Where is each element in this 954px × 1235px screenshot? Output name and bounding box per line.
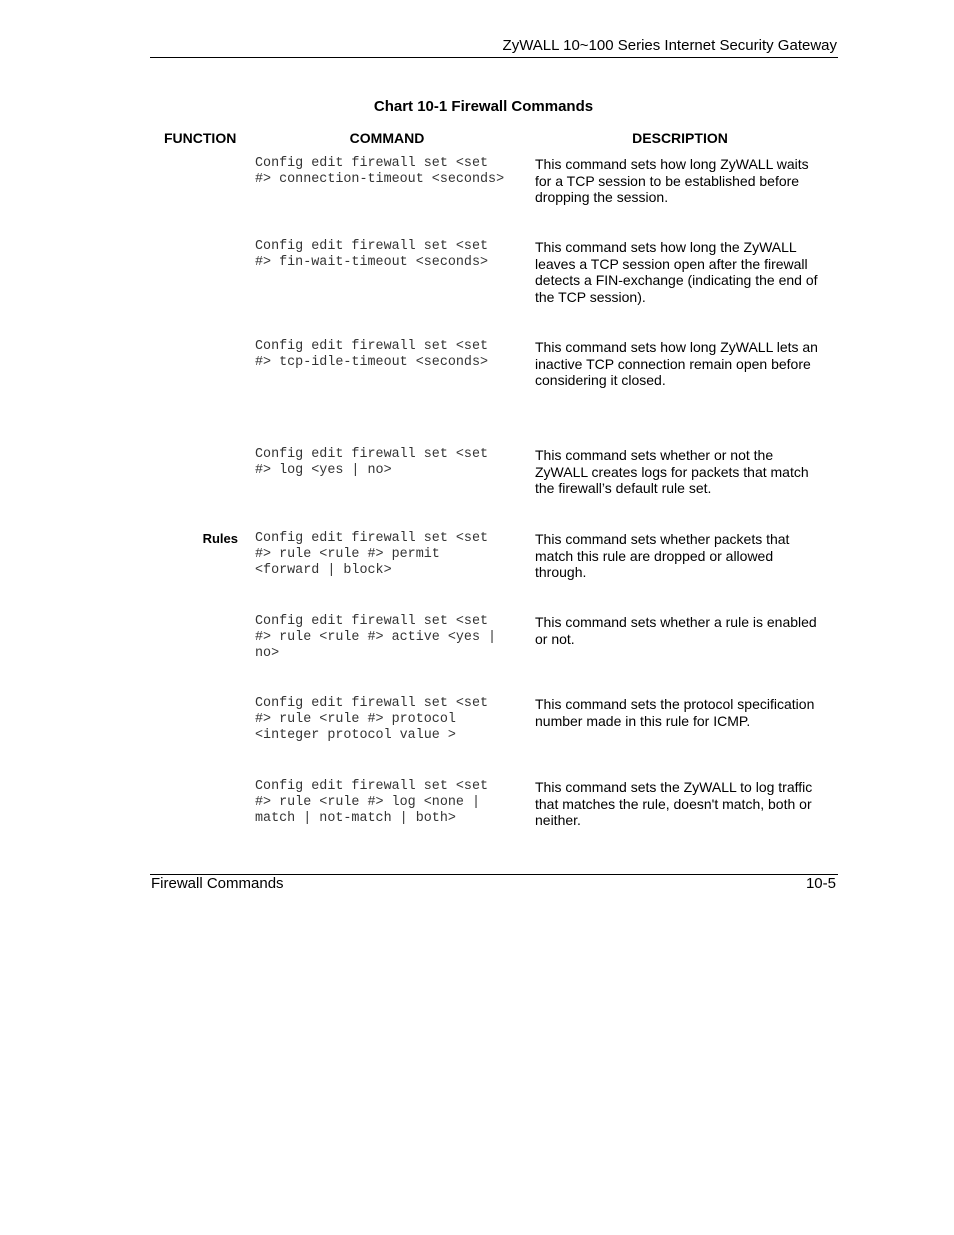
description-cell: This command sets how long ZyWALL lets an inactive TCP connection remain open before considering it closed.	[535, 339, 818, 388]
chart-caption: Chart 10-1 Firewall Commands	[373, 98, 594, 115]
command-cell: Config edit firewall set <set #> rule <rule #> active <yes | no>	[255, 614, 497, 661]
function-cell-rules: Rules	[202, 531, 238, 546]
command-cell: Config edit firewall set <set #> fin-wait-timeout <seconds>	[255, 239, 489, 270]
header-rule	[150, 57, 838, 58]
description-cell: This command sets the protocol specification number made in this rule for ICMP.	[535, 696, 815, 729]
page-header-title: ZyWALL 10~100 Series Internet Security Gateway	[502, 37, 837, 54]
description-cell: This command sets whether packets that match this rule are dropped or allowed through.	[535, 531, 790, 580]
description-cell: This command sets how long ZyWALL waits for a TCP session to be established before dropping the session.	[535, 156, 809, 205]
command-cell: Config edit firewall set <set #> rule <rule #> protocol <integer protocol value >	[255, 696, 489, 743]
description-cell: This command sets whether or not the ZyWALL creates logs for packets that match the firewall’s default rule set.	[535, 447, 809, 496]
command-cell: Config edit firewall set <set #> connection-timeout <seconds>	[255, 156, 505, 187]
column-header-command: COMMAND	[349, 130, 425, 146]
description-cell: This command sets whether a rule is enabled or not.	[535, 614, 817, 647]
column-header-description: DESCRIPTION	[632, 130, 728, 146]
description-cell: This command sets the ZyWALL to log traffic that matches the rule, doesn't match, both or neither.	[535, 779, 813, 828]
footer-section-title: Firewall Commands	[151, 875, 284, 892]
description-cell: This command sets how long the ZyWALL leaves a TCP session open after the firewall detects a FIN-exchange (indicating the end of the TCP session).	[535, 239, 818, 305]
command-cell: Config edit firewall set <set #> log <yes | no>	[255, 447, 489, 478]
command-cell: Config edit firewall set <set #> rule <rule #> permit <forward | block>	[255, 531, 489, 578]
column-header-function: FUNCTION	[164, 130, 237, 146]
command-cell: Config edit firewall set <set #> tcp-idle-timeout <seconds>	[255, 339, 489, 370]
footer-page-number: 10-5	[805, 875, 836, 892]
command-cell: Config edit firewall set <set #> rule <rule #> log <none | match | not-match | both>	[255, 779, 489, 826]
